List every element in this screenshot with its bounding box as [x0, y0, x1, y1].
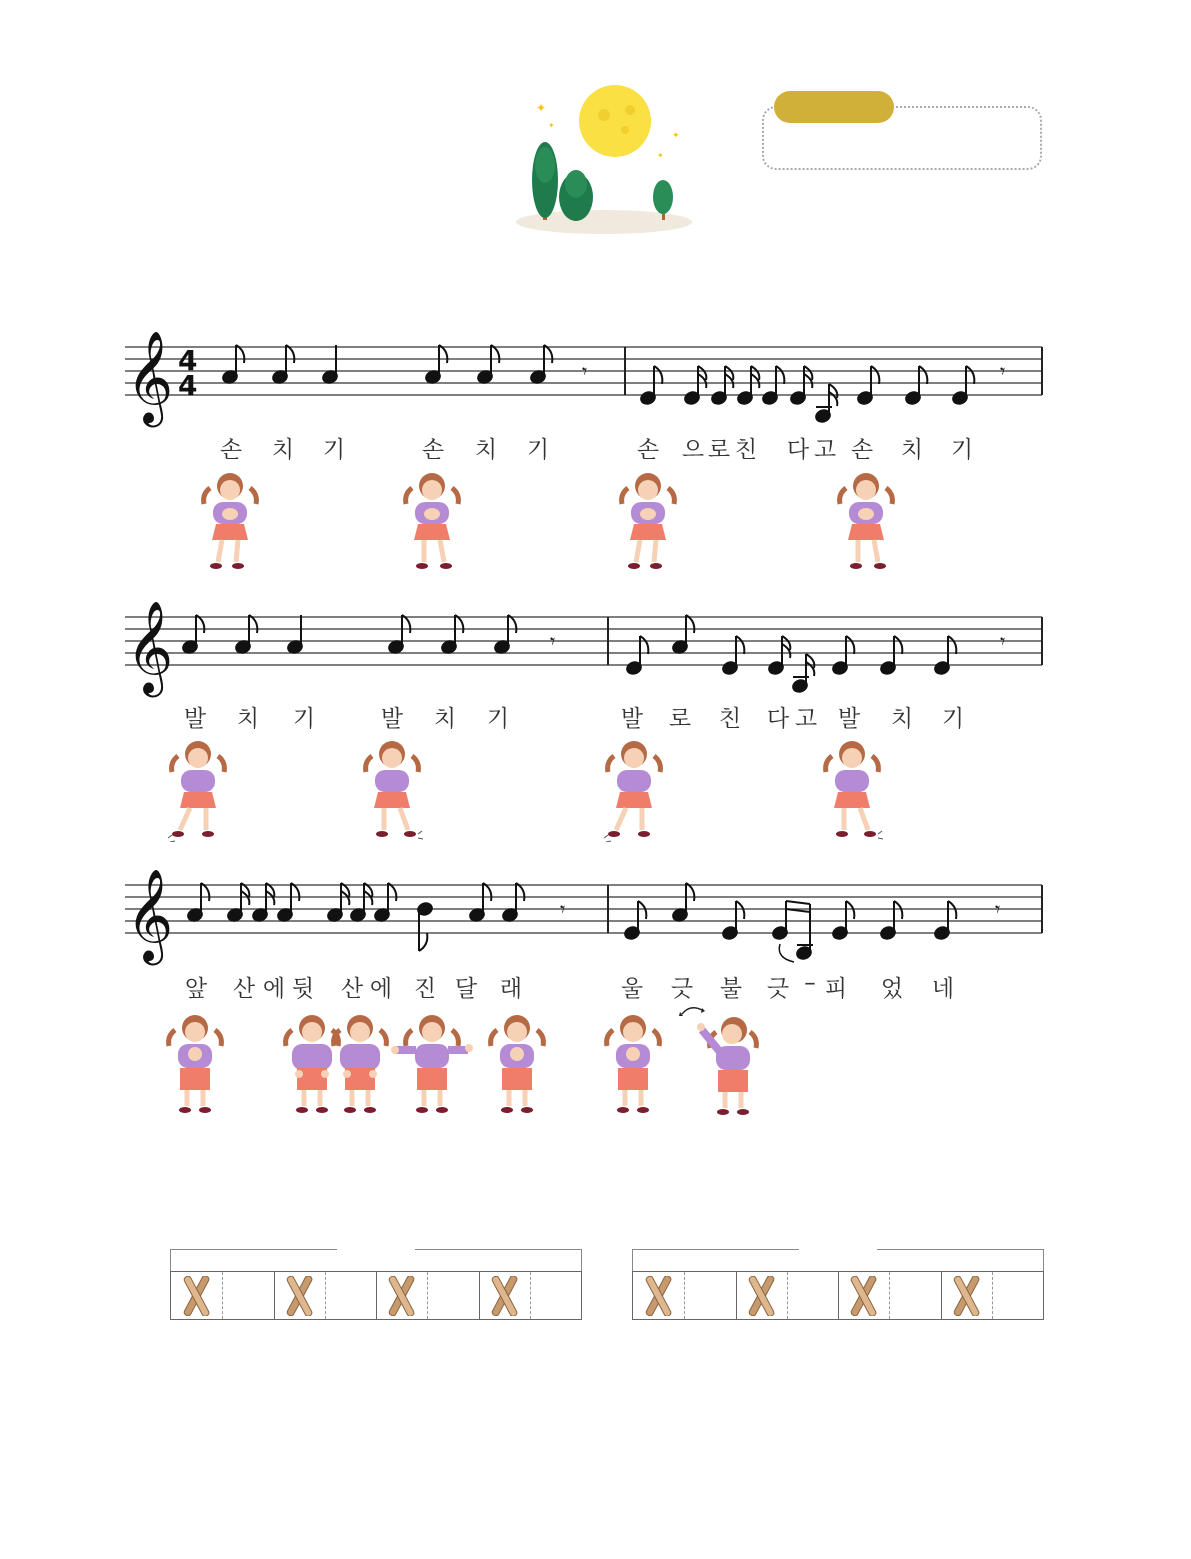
- rhythm-cell[interactable]: [171, 1272, 222, 1319]
- staff-row-3: [120, 856, 1050, 966]
- moon-trees-illustration: [512, 80, 702, 240]
- lyric-syllable: 발: [183, 706, 207, 732]
- lyric-syllable: 불: [719, 976, 743, 1002]
- lyric-syllable: 기: [486, 706, 510, 732]
- lyric-syllable: 기: [526, 437, 550, 463]
- lyric-syllable: 으: [681, 437, 705, 463]
- wave-pose-icon: [676, 1000, 766, 1118]
- clapsticks-icon: [178, 1276, 216, 1316]
- rhythm-cell[interactable]: [274, 1272, 325, 1319]
- svg-text:4: 4: [178, 369, 198, 402]
- lyric-syllable: 치: [890, 706, 914, 732]
- lyric-syllable: 치: [236, 706, 260, 732]
- clapsticks-icon: [486, 1276, 524, 1316]
- clap-pose-icon: [400, 470, 464, 574]
- lyric-syllable: 래: [499, 976, 523, 1002]
- rhythm-cell[interactable]: [530, 1272, 581, 1319]
- lyric-syllable: 긋: [670, 976, 694, 1002]
- lyric-syllable: 치: [433, 706, 457, 732]
- lyric-syllable: 긋: [766, 976, 790, 1002]
- svg-text:𝄾: 𝄾: [582, 359, 588, 383]
- lyric-syllable: 에: [369, 976, 393, 1002]
- lyric-syllable: 네: [931, 976, 955, 1002]
- stomp-pose-icon: [166, 738, 230, 842]
- staff-row-1: [120, 318, 1050, 428]
- pat-pose-icon: [330, 1012, 390, 1116]
- clap-pose-icon: [165, 1012, 225, 1116]
- lyric-syllable: 다: [786, 437, 810, 463]
- treble-clef-icon: 𝄞: [126, 868, 174, 961]
- lyric-syllable: 산: [340, 976, 364, 1002]
- lyric-syllable: 울: [620, 976, 644, 1002]
- lyric-syllable: 로: [707, 437, 731, 463]
- lyric-syllable: 산: [232, 976, 256, 1002]
- lyric-syllable: 친: [718, 706, 742, 732]
- name-label-tag: [774, 91, 894, 123]
- lyric-syllable: 로: [668, 706, 692, 732]
- clap-pose-icon: [834, 470, 898, 574]
- lyric-syllable: 손: [636, 437, 660, 463]
- time-signature: 4: [178, 344, 198, 377]
- svg-text:✦: ✦: [657, 151, 664, 160]
- rhythm-grid-right: [632, 1249, 1044, 1320]
- lyric-syllable: 에: [262, 976, 286, 1002]
- svg-text:✦: ✦: [548, 121, 555, 130]
- rhythm-cell[interactable]: [325, 1272, 376, 1319]
- treble-clef-icon: 𝄞: [126, 600, 174, 693]
- rhythm-cell[interactable]: [736, 1272, 787, 1319]
- rhythm-cell[interactable]: [941, 1272, 992, 1319]
- svg-text:𝄾: 𝄾: [995, 897, 1001, 921]
- clapsticks-icon: [948, 1276, 986, 1316]
- rhythm-cell[interactable]: [787, 1272, 838, 1319]
- stomp-pose-icon: [602, 738, 666, 842]
- spread-arms-pose-icon: [390, 1012, 474, 1116]
- clap-pose-icon: [198, 470, 262, 574]
- lyric-syllable: 었: [880, 976, 904, 1002]
- svg-text:✦: ✦: [672, 131, 680, 141]
- lyric-syllable: 진: [413, 976, 437, 1002]
- rhythm-cell[interactable]: [684, 1272, 735, 1319]
- lyric-syllable: 기: [950, 437, 974, 463]
- svg-text:𝄾: 𝄾: [560, 897, 566, 921]
- clap-pose-icon: [487, 1012, 547, 1116]
- clapsticks-icon: [383, 1276, 421, 1316]
- lyric-syllable: 고: [794, 706, 818, 732]
- rhythm-cell[interactable]: [889, 1272, 940, 1319]
- stomp-pose-icon: [360, 738, 424, 842]
- lyric-syllable: 피: [824, 976, 848, 1002]
- staff-row-2: [120, 588, 1050, 698]
- lyric-syllable: –: [804, 970, 816, 996]
- svg-text:✦: ✦: [536, 101, 547, 115]
- clapsticks-icon: [845, 1276, 883, 1316]
- lyric-syllable: 손: [850, 437, 874, 463]
- rhythm-cell[interactable]: [427, 1272, 478, 1319]
- clap-pose-icon: [616, 470, 680, 574]
- rhythm-cell[interactable]: [992, 1272, 1043, 1319]
- treble-clef-icon: 𝄞: [126, 330, 174, 423]
- lyric-syllable: 발: [620, 706, 644, 732]
- svg-text:𝄾: 𝄾: [1000, 629, 1006, 653]
- lyric-syllable: 발: [837, 706, 861, 732]
- stomp-pose-icon: [820, 738, 884, 842]
- lyric-syllable: 손: [421, 437, 445, 463]
- lyric-syllable: 치: [900, 437, 924, 463]
- svg-text:𝄾: 𝄾: [550, 629, 556, 653]
- lyric-syllable: 치: [271, 437, 295, 463]
- clap-pose-icon: [603, 1012, 663, 1116]
- grid-header: [170, 1249, 582, 1271]
- lyric-syllable: 기: [322, 437, 346, 463]
- lyric-syllable: 고: [813, 437, 837, 463]
- lyric-syllable: 뒷: [291, 976, 315, 1002]
- lyric-syllable: 앞: [184, 976, 208, 1002]
- lyric-syllable: 친: [734, 437, 758, 463]
- rhythm-grid-left: [170, 1249, 582, 1320]
- lyric-syllable: 기: [941, 706, 965, 732]
- clapsticks-icon: [640, 1276, 678, 1316]
- grid-cells: [632, 1271, 1044, 1320]
- rhythm-cell[interactable]: [838, 1272, 889, 1319]
- grid-header: [632, 1249, 1044, 1271]
- rhythm-cell[interactable]: [376, 1272, 427, 1319]
- rhythm-cell[interactable]: [222, 1272, 273, 1319]
- lyric-syllable: 치: [474, 437, 498, 463]
- rhythm-cell[interactable]: [633, 1272, 684, 1319]
- clapsticks-icon: [743, 1276, 781, 1316]
- lyric-syllable: 다: [766, 706, 790, 732]
- grid-cells: [170, 1271, 582, 1320]
- lyric-syllable: 발: [380, 706, 404, 732]
- clapsticks-icon: [281, 1276, 319, 1316]
- lyric-syllable: 기: [292, 706, 316, 732]
- rhythm-cell[interactable]: [479, 1272, 530, 1319]
- svg-text:𝄾: 𝄾: [1000, 359, 1006, 383]
- lyric-syllable: 달: [454, 976, 478, 1002]
- lyric-syllable: 손: [219, 437, 243, 463]
